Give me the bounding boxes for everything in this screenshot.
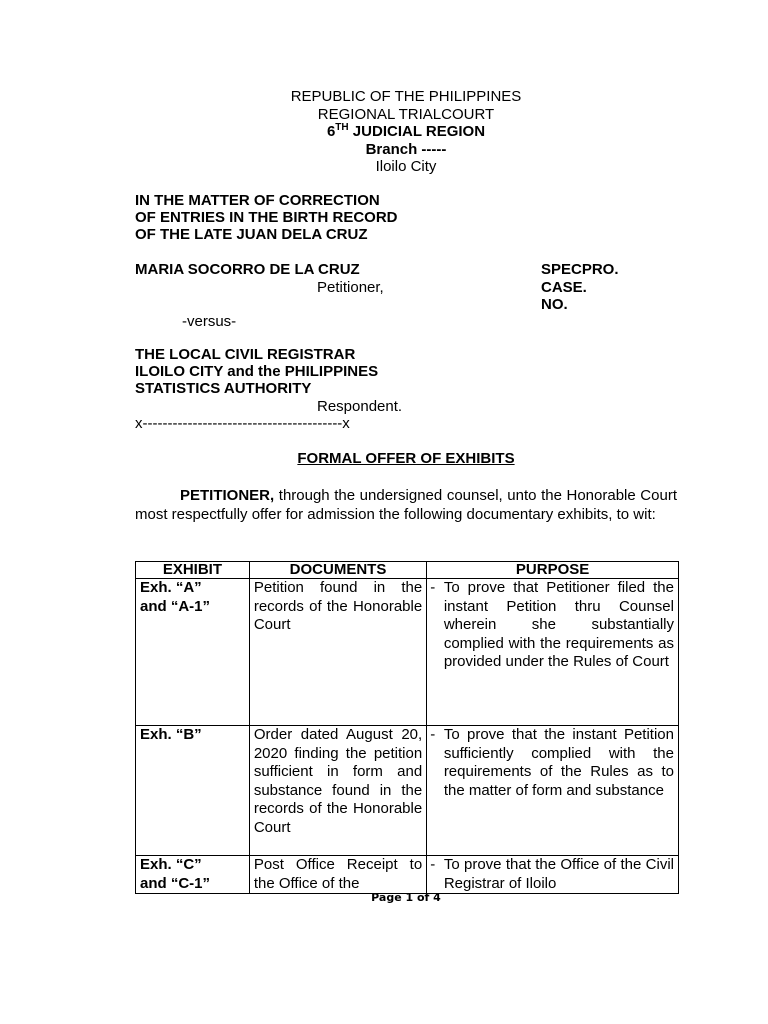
header-city: Iloilo City: [375, 158, 437, 175]
header-exhibit: EXHIBIT: [136, 562, 250, 579]
exhibit-cell: [136, 579, 250, 726]
case-label-1: SPECPRO.: [541, 261, 619, 278]
versus-label: -versus-: [182, 313, 237, 330]
table-row: [136, 726, 679, 856]
caption-separator: x----------------------------------------x: [135, 415, 350, 432]
respondent-role: Respondent.: [317, 398, 403, 415]
petitioner-role: Petitioner,: [317, 279, 384, 296]
purpose-cell: To prove that Petitioner filed the instant Petition thru Counsel wherein she substantially complied with the requirements as provided under the Rules of Court: [440, 579, 679, 726]
intro-paragraph: [135, 486, 677, 524]
header-purpose: PURPOSE: [427, 562, 679, 579]
page-number: Page 1 of 4: [371, 891, 441, 904]
petitioner-name: MARIA SOCORRO DE LA CRUZ: [135, 261, 360, 278]
respondent-line-1: THE LOCAL CIVIL REGISTRAR: [135, 346, 356, 363]
respondent-line-2: ILOILO CITY and the PHILIPPINES: [135, 363, 379, 380]
dash-cell: -: [427, 579, 440, 726]
exhibit-cell: [136, 856, 250, 894]
case-label-2: CASE.: [541, 279, 587, 296]
exhibit-label: Exh. “A”: [140, 579, 202, 596]
matter-line-2: OF ENTRIES IN THE BIRTH RECORD: [135, 209, 398, 226]
matter-line-3: OF THE LATE JUAN DELA CRUZ: [135, 226, 368, 243]
matter-line-1: IN THE MATTER OF CORRECTION: [135, 192, 380, 209]
respondent-line-3: STATISTICS AUTHORITY: [135, 380, 312, 397]
exhibit-label-2: and “A-1”: [140, 597, 211, 615]
table-header-row: [136, 562, 679, 579]
header-court: REGIONAL TRIALCOURT: [317, 106, 495, 123]
document-title: FORMAL OFFER OF EXHIBITS: [297, 450, 515, 467]
intro-text: through the undersigned counsel, unto the Honorable Court most respectfully offer for admission the following documentary exhibits, to wit:: [135, 487, 677, 523]
header-documents: DOCUMENTS: [249, 562, 426, 579]
table-row: [136, 856, 679, 894]
dash-cell: -: [427, 856, 440, 894]
exhibit-label: Exh. “B”: [140, 726, 202, 743]
header-region: 6TH JUDICIAL REGION: [326, 122, 486, 140]
purpose-cell: To prove that the instant Petition sufficiently complied with the requirements of the Rules as to the matter of form and substance: [440, 726, 679, 856]
dash-cell: -: [427, 726, 440, 856]
purpose-cell: To prove that the Office of the Civil Registrar of Iloilo: [440, 856, 679, 894]
exhibit-label: Exh. “C”: [140, 856, 202, 873]
document-cell: Petition found in the records of the Honorable Court: [249, 579, 426, 726]
case-label-3: NO.: [541, 296, 568, 313]
document-cell: Post Office Receipt to the Office of the: [249, 856, 426, 894]
exhibit-cell: [136, 726, 250, 856]
table-row: [136, 579, 679, 726]
intro-lead: PETITIONER,: [180, 487, 275, 504]
exhibit-label-2: and “C-1”: [140, 874, 211, 892]
exhibits-table: [135, 561, 679, 894]
header-branch: Branch -----: [365, 141, 447, 158]
document-cell: Order dated August 20, 2020 finding the petition sufficient in form and substance found in the records of the Honorable Court: [249, 726, 426, 856]
header-republic: REPUBLIC OF THE PHILIPPINES: [290, 88, 522, 105]
